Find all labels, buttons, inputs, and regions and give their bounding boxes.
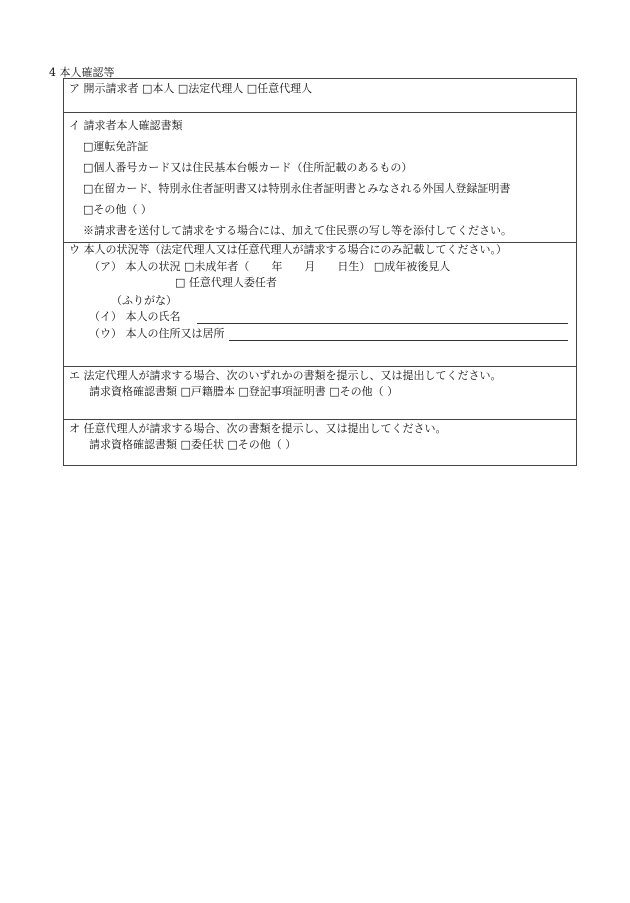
principal-address-field[interactable]: [229, 340, 568, 341]
mail-request-note: ※請求書を送付して請求をする場合には、加えて住民票の写し等を添付してください。: [83, 224, 512, 237]
voluntary-agent-title: オ 任意代理人が請求する場合、次の書類を提示し、又は提出してください。: [69, 422, 447, 435]
legal-agent-docs[interactable]: 請求資格確認書類 □戸籍謄本 □登記事項証明書 □その他（ ）: [89, 385, 399, 398]
requester-type-section: [64, 79, 576, 113]
doc-residence-card[interactable]: □在留カード、特別永住者証明書又は特別永住者証明書とみなされる外国人登録証明書: [83, 182, 511, 195]
voluntary-agent-docs[interactable]: 請求資格確認書類 □委任状 □その他（ ）: [89, 438, 297, 451]
principal-address-label: （ウ） 本人の住所又は居所: [89, 327, 225, 340]
principal-status-section: [64, 242, 576, 367]
doc-drivers-license[interactable]: □運転免許証: [83, 140, 149, 153]
identity-documents-section: [64, 112, 576, 243]
principal-status-line[interactable]: （ア） 本人の状況 □未成年者（ 年 月 日生） □成年被後見人: [89, 260, 451, 273]
furigana-label: （ふりがな）: [111, 294, 177, 307]
requester-type-options[interactable]: ア 開示請求者 □本人 □法定代理人 □任意代理人: [69, 82, 313, 95]
principal-name-label: （イ） 本人の氏名: [89, 310, 181, 323]
voluntary-agent-section: [64, 419, 576, 467]
principal-status-agent[interactable]: □ 任意代理人委任者: [175, 276, 277, 289]
identity-confirmation-form: [63, 78, 577, 466]
legal-agent-section: [64, 366, 576, 420]
doc-mynumber-card[interactable]: □個人番号カード又は住民基本台帳カード（住所記載のあるもの）: [83, 161, 413, 174]
doc-other[interactable]: □その他（ ）: [83, 203, 152, 216]
principal-name-field[interactable]: [197, 323, 568, 324]
section-heading: 4 本人確認等: [49, 66, 115, 79]
principal-status-title: ウ 本人の状況等（法定代理人又は任意代理人が請求する場合にのみ記載してください。）: [69, 243, 507, 256]
legal-agent-title: エ 法定代理人が請求する場合、次のいずれかの書類を提示し、又は提出してください。: [69, 369, 502, 382]
identity-documents-title: イ 請求者本人確認書類: [69, 119, 183, 132]
